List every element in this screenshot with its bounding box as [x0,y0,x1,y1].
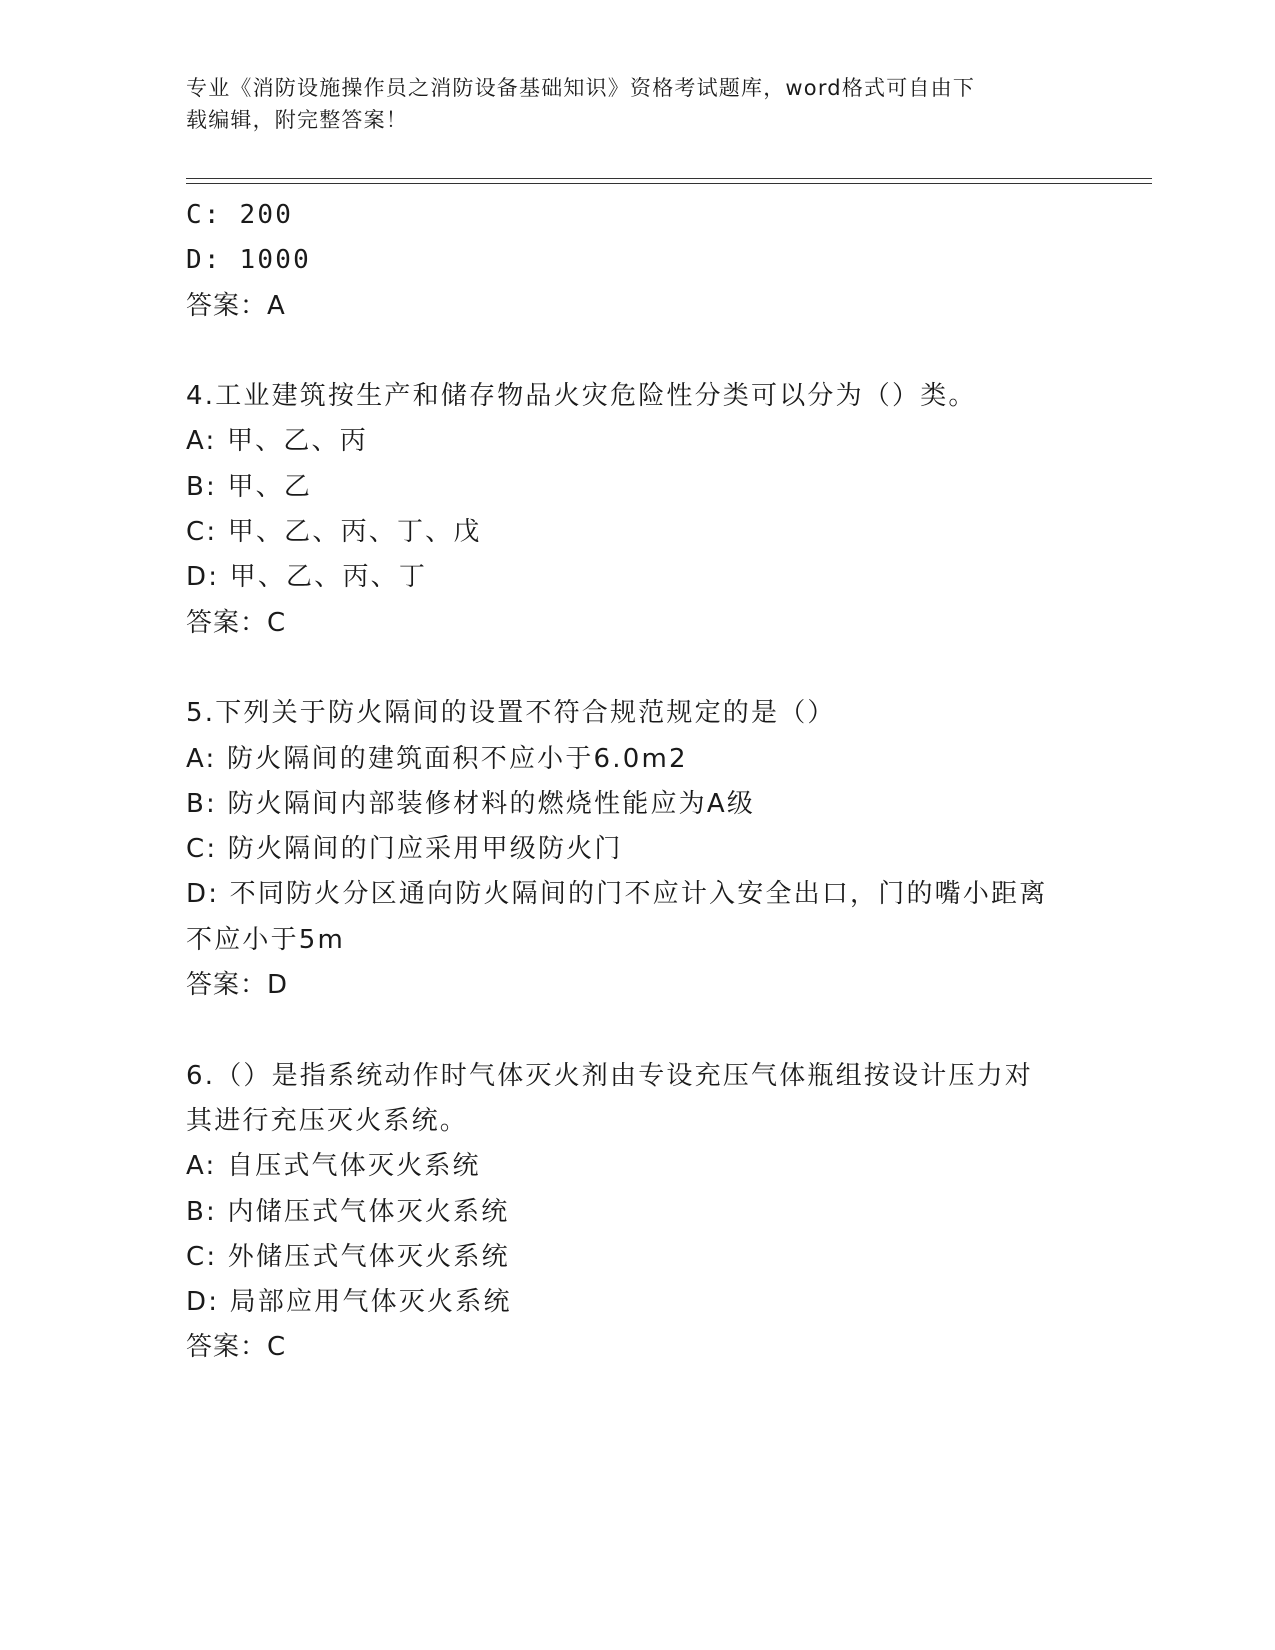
option-d: D: 不同防火分区通向防火隔间的门不应计入安全出口，门的嘴小距离不应小于5m [186,879,1048,955]
answer: 答案：C [186,1332,287,1363]
option-d: D: 1000 [186,245,311,276]
answer: 答案：C [186,607,287,638]
question-list [186,193,1086,1371]
option-c: C: 甲、乙、丙、丁、戊 [186,517,482,548]
answer: 答案：A [186,290,286,321]
header-rule-top [186,178,1152,179]
header-rule-bottom [186,183,1152,184]
option-b: B: 防火隔间内部装修材料的燃烧性能应为A级 [186,788,756,819]
header-line-2: 载编辑，附完整答案！ [186,108,408,132]
question-6 [186,1054,1086,1371]
spacer [186,329,1086,374]
question-stem: 6.（）是指系统动作时气体灭火剂由专设充压气体瓶组按设计压力对其进行充压灭火系统。 [186,1060,1034,1136]
header-line-1: 专业《消防设施操作员之消防设备基础知识》资格考试题库，word格式可自由下 [186,76,976,100]
option-c: C: 外储压式气体灭火系统 [186,1241,510,1272]
option-a: A: 防火隔间的建筑面积不应小于6.0m2 [186,743,688,774]
option-d: D: 局部应用气体灭火系统 [186,1287,512,1318]
question-3-partial [186,193,1086,329]
spacer [186,1008,1086,1053]
option-c: C: 防火隔间的门应采用甲级防火门 [186,834,623,865]
document-header [186,72,1066,136]
option-b: B: 甲、乙 [186,471,313,502]
question-4 [186,374,1086,646]
question-stem: 4.工业建筑按生产和储存物品火灾危险性分类可以分为（）类。 [186,381,977,412]
option-a: A: 甲、乙、丙 [186,426,368,457]
question-stem: 5.下列关于防火隔间的设置不符合规范规定的是（） [186,698,836,729]
option-b: B: 内储压式气体灭火系统 [186,1196,510,1227]
spacer [186,646,1086,691]
question-5 [186,691,1086,1008]
answer: 答案：D [186,970,289,1001]
option-d: D: 甲、乙、丙、丁 [186,562,428,593]
option-c: C: 200 [186,200,294,230]
option-a: A: 自压式气体灭火系统 [186,1151,481,1182]
